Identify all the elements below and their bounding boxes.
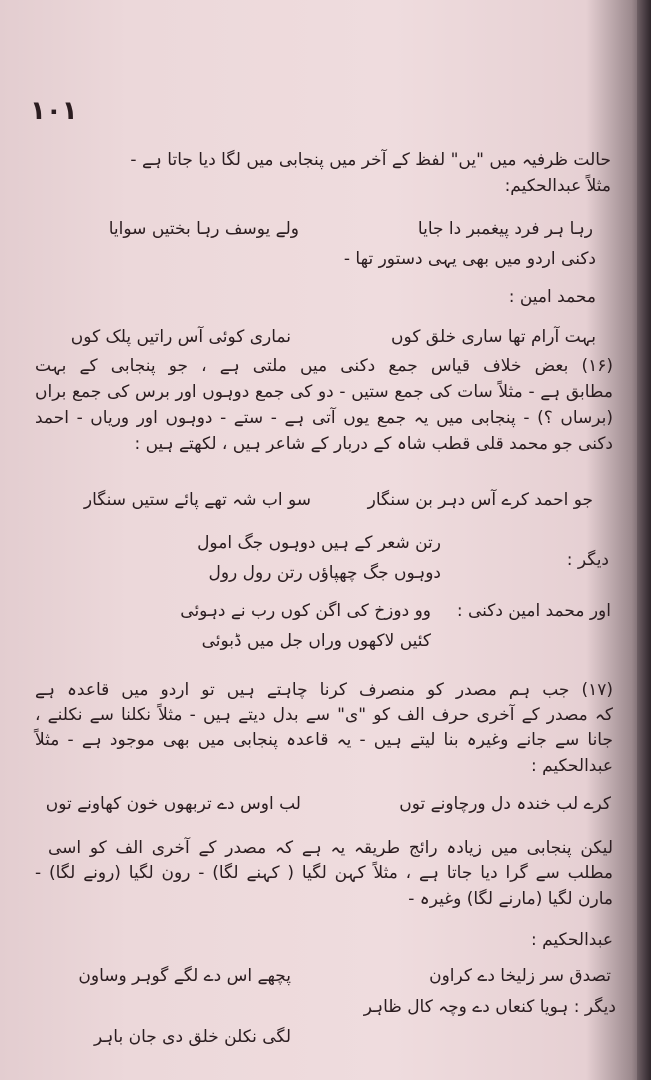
text-line: کہ مصدر کے آخری حرف الف کو "ی" سے بدل دیتے ہیں - مثلاً نکلنا سے نکلنے ، <box>35 705 613 725</box>
verse-half: جو احمد کرے آس دہر بن سنگار <box>367 490 593 510</box>
verse-half: وو دوزخ کی اگن کوں رب نے دہوئی <box>180 601 431 621</box>
book-spine <box>637 0 651 1080</box>
verse-half: ولے یوسف رہا بختیں سوایا <box>108 219 299 239</box>
text-line: عبدالحکیم : <box>530 930 613 950</box>
text-line: (برساں ؟) - پنجابی میں یہ جمع یوں آتی ہے - ستے - دوہوں اور وریاں - احمد <box>35 408 613 428</box>
text-line: دکنی جو محمد قلی قطب شاہ کے دربار کے شاعر ہیں ، لکھتے ہیں : <box>134 434 613 454</box>
verse-half: دیگر : ہویا کنعاں دے وچہ کال ظاہر <box>363 997 616 1017</box>
text-line: جانا سے جانے وغیرہ بنا لیتے ہیں - یہ قاعدہ پنجابی میں بھی موجود ہے - مثلاً <box>35 730 613 750</box>
page-number: ۱۰۱ <box>30 96 78 126</box>
text-line: مثلاً عبدالحکیم: <box>504 176 611 196</box>
verse-half: رہا ہر فرد پیغمبر دا جایا <box>417 219 593 239</box>
verse-half: کرے لب خندہ دل ورچاونے توں <box>399 794 611 814</box>
text-line: مطلب سے گرا دیا جاتا ہے ، مثلاً کہن لگیا ( کہنے لگا) - رون لگیا (رونے لگا) - <box>35 863 613 883</box>
text-line: (۱۷) جب ہم مصدر کو منصرف کرنا چاہتے ہیں تو اردو میں قاعدہ ہے <box>35 680 613 700</box>
verse-half: تصدق سر زلیخا دے کراون <box>429 966 611 986</box>
verse-half: رتن شعر کے ہیں دوہوں جگ امول <box>197 533 441 553</box>
text-line: لیکن پنجابی میں زیادہ رائج طریقہ یہ ہے کہ مصدر کے آخری الف کو اسی <box>48 838 613 858</box>
text-line: محمد امین : <box>508 287 596 307</box>
verse-half: دوہوں جگ چھپاؤں رتن رول رول <box>208 563 441 583</box>
verse-half: لب اوس دے تربھوں خون کھاونے توں <box>45 794 301 814</box>
verse-half: سو اب شہ تھے پائے ستیں سنگار <box>83 490 311 510</box>
verse-half: پچھے اس دے لگے گوہر وساون <box>78 966 291 986</box>
label-digar: دیگر : <box>566 550 609 570</box>
text-line: مطابق ہے - مثلاً سات کی جمع ستیں - دو کی جمع دوہوں اور برس کی جمع براں <box>35 382 613 402</box>
text-line: مارن لگیا (مارنے لگا) وغیرہ - <box>408 889 613 909</box>
verse-half: کئیں لاکھوں وراں جل میں ڈبوئی <box>201 631 431 651</box>
text-line: حالت ظرفیہ میں "یں" لفظ کے آخر میں پنجابی میں لگا دیا جاتا ہے - <box>130 150 611 170</box>
verse-half: نماری کوئی آس راتیں پلک کوں <box>70 327 291 347</box>
text-line: عبدالحکیم : <box>530 756 613 776</box>
text-line: دکنی اردو میں بھی یہی دستور تھا - <box>343 249 596 269</box>
verse-half: بہت آرام تھا ساری خلق کوں <box>391 327 596 347</box>
label-amin: اور محمد امین دکنی : <box>456 601 611 621</box>
verse-half: لگی نکلن خلق دی جان باہر <box>93 1027 291 1047</box>
text-line: (۱۶) بعض خلاف قیاس جمع دکنی میں ملتی ہے ، جو پنجابی کے بہت <box>35 356 613 376</box>
